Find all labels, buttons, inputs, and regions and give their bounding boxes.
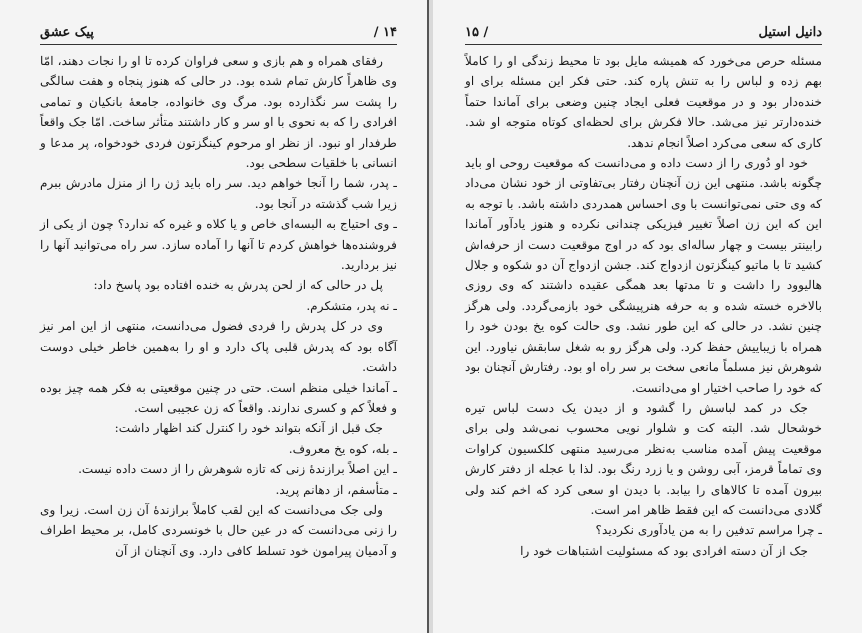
paragraph: ـ متأسفم، از دهانم پرید. xyxy=(275,482,397,497)
paragraph: ـ نه پدر، متشکرم. xyxy=(306,298,397,313)
right-page xyxy=(433,0,862,633)
paragraph: ولی جک می‌دانست که این لقب کاملاً برازندهٔ آن زن است. زیرا وی را زنی می‌دانست که در عین حال با خونسردی کامل، بر محیط اطراف و آدمیان پیرامون خود تسلط کافی دارد. وی آنچنان از آن xyxy=(40,502,397,558)
paragraph: جک قبل از آنکه بتواند خود را کنترل کند اظهار داشت: xyxy=(114,421,383,436)
right-page-header xyxy=(465,22,822,42)
left-page-title: پیک عشق xyxy=(40,24,94,40)
paragraph: مسئله حرص می‌خورد که همیشه مایل بود تا محیط زندگی او را کاملاً بهم زده و لباس را به تنش پاره کند. حتی فکر این مسئله برای او خنده‌دار بود و در موقعیت فعلی ایجاد چنین وضعی برای آماندا حتماً خنده‌دارتر نیز می‌شد. حالا فکرش برای لحظه‌ای کوتاه متوجه او شد. کاری که سعی می‌کرد اصلاً انجام ندهد. xyxy=(465,54,822,150)
left-header-rule xyxy=(40,44,397,45)
paragraph: ـ وی احتیاج به البسه‌ای خاص و یا کلاه و غیره که ندارد؟ چون از یکی از فروشنده‌ها خواهش کردم تا آنها را آماده سازد. سر راه می‌توانید آنها را نیز بردارید. xyxy=(40,217,397,273)
left-page-body xyxy=(40,51,397,561)
paragraph: ـ پدر، شما را آنجا خواهم دید. سر راه باید ژن را از منزل مادرش ببرم زیرا شب گذشته در آنجا بود. xyxy=(40,176,397,211)
right-header-rule xyxy=(465,44,822,45)
page-gutter xyxy=(427,0,429,633)
left-page-header xyxy=(40,22,397,42)
paragraph: ـ چرا مراسم تدفین را به من یادآوری نکردید؟ xyxy=(595,523,822,538)
paragraph: جک در کمد لباسش را گشود و از دیدن یک دست لباس تیره خوشحال شد. البته کت و شلوار نویی محسوب نمی‌شد ولی برای موقعیت پیش آمده مناسب به‌نظر می‌رسید منتهی کلکسیون کراوات وی تماماً قرمز، آبی روشن و یا زرد رنگ بود. لذا با عجله از دفتر کارش بیرون آمده تا کالاهای را بیابد. با دیدن او سعی کرد که اخم کند ولی گلادی می‌دانست که این فقط ظاهر امر است. xyxy=(465,400,822,517)
paragraph: ـ بله، کوه یخ معروف. xyxy=(288,441,397,456)
paragraph: وی در کل پدرش را فردی فضول می‌دانست، منتهی از این امر نیز آگاه بود که پدرش قلبی پاک دارد و او را به‌همین خاطر خیلی دوست داشت. xyxy=(40,319,397,375)
paragraph: رفقای همراه و هم بازی و سعی فراوان کرده تا او را نجات دهند، امّا وی ظاهراً کارش تمام شده بود. در حالی که هنوز پنجاه و هفت سالگی را پشت سر نگذارده بود. مرگ وی خانواده، جامعهٔ بانکیان و تمامی افرادی را که به نحوی با او سر و کار داشتند متأثر ساخت. امّا جک واقعاً طرفدار او نبود. از نظر او مرحوم کینگزتون فردی خودخواه، پر مدعا و انسانی با خلقیات سطحی بود. xyxy=(40,54,397,171)
left-page-number: ۱۴ / xyxy=(373,24,397,40)
right-page-title: دانیل استیل xyxy=(758,24,822,40)
paragraph: خود او دُوری را از دست داده و می‌دانست که موقعیت روحی او باید چگونه باشد. منتهی این زن آنچنان رفتار بی‌تفاوتی از خود نشان می‌داد که وی حتی نمی‌توانست با وی احساس همدردی داشته باشد. با توجه به این که این زن اصلاً تغییر فیزیکی چندانی نکرده و هنوز یادآور آماندا رابینتر بیست و چهار ساله‌ای بود که در اوج موقعیت دست از حرفه‌اش کشید تا با ماتیو کینگزتون ازدواج کند. جشن ازدواج آن دو شکوه و جلال هالیوود را داشت و تا مدتها بعد همگی عقیده داشتند که وی روزی بالاخره خسته شده و به حرفه هنرپیشگی خود بازمی‌گردد. ولی هرگز چنین نشد. در حالی که این طور نشد. وی حالت کوه یخ بودن خود را همراه با زیباییش حفظ کرد. ولی هرگز رو به شغل سابقش نیاورد. این شوهرش نیز مسلماً مانعی سخت بر سر راه او بود. رفتارش آنچنان بود که خود را صاحب اختیار او می‌دانست. xyxy=(465,156,822,395)
paragraph: ـ آماندا خیلی منظم است. حتی در چنین موقعیتی به فکر همه چیز بوده و فعلاً کم و کسری ندارند. واقعاً که زن عجیبی است. xyxy=(40,380,397,415)
left-page xyxy=(0,0,427,633)
paragraph: ـ این اصلاً برازندهٔ زنی که تازه شوهرش را از دست داده نیست. xyxy=(78,462,397,477)
paragraph: جک از آن دسته افرادی بود که مسئولیت اشتباهات خود را xyxy=(520,543,808,558)
paragraph: پل در حالی که از لحن پدرش به خنده افتاده بود پاسخ داد: xyxy=(93,278,383,293)
right-page-number: / ۱۵ xyxy=(465,24,489,40)
right-page-body xyxy=(465,51,822,561)
